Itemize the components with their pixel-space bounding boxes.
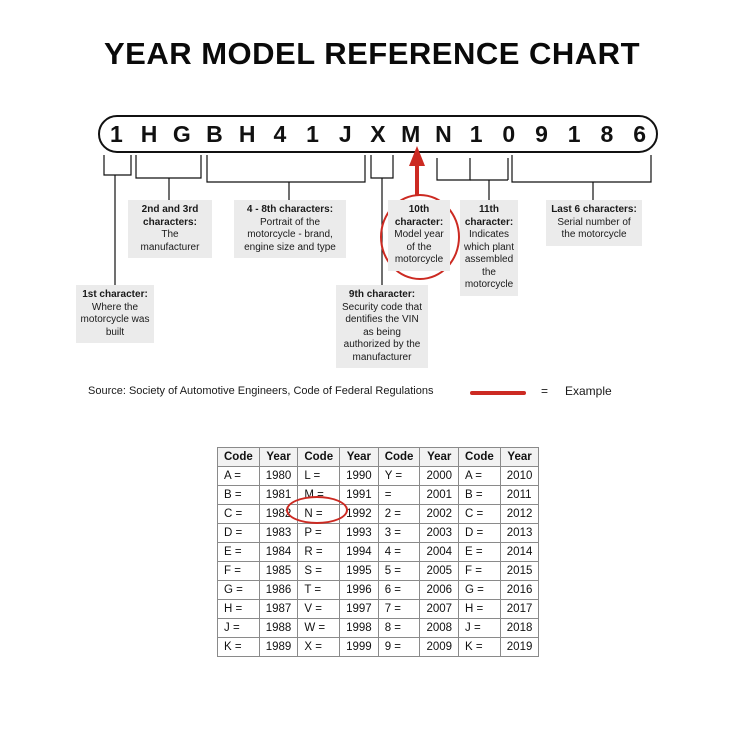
- table-cell-code: 9 =: [378, 638, 420, 657]
- callout-body: Serial number of the motorcycle: [557, 216, 631, 240]
- table-cell-year: 1991: [340, 486, 379, 505]
- table-cell-year: 1995: [340, 562, 379, 581]
- table-row: [218, 543, 539, 562]
- table-cell-code: G =: [218, 581, 260, 600]
- table-row: [218, 524, 539, 543]
- table-cell-code: X =: [298, 638, 340, 657]
- table-cell-year: 2000: [420, 467, 459, 486]
- table-cell-code: 6 =: [378, 581, 420, 600]
- table-cell-year: 1990: [340, 467, 379, 486]
- vin-char: B: [206, 120, 223, 147]
- callout-heading: 2nd and 3rd characters:: [141, 204, 199, 228]
- table-cell-code: Y =: [378, 467, 420, 486]
- table-cell-code: 8 =: [378, 619, 420, 638]
- table-cell-year: 2019: [500, 638, 539, 657]
- callout-2nd-3rd-characters: [128, 200, 212, 258]
- table-cell-code: =: [378, 486, 420, 505]
- vin-char: 6: [633, 120, 646, 147]
- callout-10th-character: [388, 200, 450, 271]
- table-cell-year: 2014: [500, 543, 539, 562]
- table-header-cell: Code: [459, 448, 501, 467]
- table-cell-year: 2010: [500, 467, 539, 486]
- callout-heading: 11th character:: [464, 204, 514, 228]
- table-cell-year: 2013: [500, 524, 539, 543]
- table-cell-code: 2 =: [378, 505, 420, 524]
- table-cell-year: 1997: [340, 600, 379, 619]
- table-cell-code: S =: [298, 562, 340, 581]
- table-header-cell: Code: [378, 448, 420, 467]
- table-cell-year: 2011: [500, 486, 539, 505]
- table-row: [218, 467, 539, 486]
- table-cell-code: B =: [459, 486, 501, 505]
- vin-char: M: [401, 120, 421, 147]
- table-cell-year: 2008: [420, 619, 459, 638]
- page-title: YEAR MODEL REFERENCE CHART: [103, 36, 641, 71]
- table-cell-year: 1993: [340, 524, 379, 543]
- table-cell-code: E =: [459, 543, 501, 562]
- callout-9th-character: [336, 285, 428, 368]
- table-cell-code: D =: [459, 524, 501, 543]
- table-cell-code: A =: [218, 467, 260, 486]
- table-row: [218, 638, 539, 657]
- table-cell-code: G =: [459, 581, 501, 600]
- table-cell-year: 2004: [420, 543, 459, 562]
- table-cell-code: B =: [218, 486, 260, 505]
- table-cell-year: 2017: [500, 600, 539, 619]
- legend-red-line-swatch: [470, 391, 526, 395]
- table-header-cell: Year: [420, 448, 459, 467]
- year-code-table: [217, 447, 539, 657]
- vin-char: H: [140, 120, 158, 147]
- table-cell-code: H =: [218, 600, 260, 619]
- table-cell-code: D =: [218, 524, 260, 543]
- table-cell-code: F =: [218, 562, 260, 581]
- table-cell-code: C =: [218, 505, 260, 524]
- table-cell-code: R =: [298, 543, 340, 562]
- vin-char: J: [338, 120, 352, 147]
- callout-last-6-characters: [546, 200, 642, 246]
- table-header-row: [218, 448, 539, 467]
- table-cell-year: 1996: [340, 581, 379, 600]
- table-cell-year: 1984: [259, 543, 298, 562]
- table-cell-year: 1999: [340, 638, 379, 657]
- table-cell-year: 1982: [259, 505, 298, 524]
- table-cell-year: 2012: [500, 505, 539, 524]
- callout-1st-character: [76, 285, 154, 343]
- table-cell-year: 2018: [500, 619, 539, 638]
- table-cell-code: 7 =: [378, 600, 420, 619]
- table-cell-code: 4 =: [378, 543, 420, 562]
- table-cell-code: P =: [298, 524, 340, 543]
- table-cell-year: 2001: [420, 486, 459, 505]
- table-body: [218, 467, 539, 657]
- callout-body: Security code that dentifies the VIN as being authorized by the manufacturer: [341, 301, 423, 363]
- table-row: [218, 486, 539, 505]
- table-cell-code: L =: [298, 467, 340, 486]
- vin-char: 1: [109, 120, 123, 147]
- vin-char: H: [238, 120, 256, 147]
- vin-character-bar: [98, 115, 658, 153]
- table-cell-code: C =: [459, 505, 501, 524]
- callout-11th-character: [460, 200, 518, 296]
- vin-char: 1: [469, 120, 483, 147]
- table-cell-year: 1988: [259, 619, 298, 638]
- table-cell-year: 2006: [420, 581, 459, 600]
- table-cell-code: T =: [298, 581, 340, 600]
- table-cell-code: K =: [459, 638, 501, 657]
- table-header-cell: Code: [298, 448, 340, 467]
- table-header-cell: Year: [259, 448, 298, 467]
- table-cell-code: A =: [459, 467, 501, 486]
- table-cell-year: 2007: [420, 600, 459, 619]
- callout-heading: 4 - 8th characters:: [246, 204, 334, 215]
- callout-body: Model year of the motorcycle: [394, 229, 444, 265]
- callout-heading: Last 6 characters:: [551, 204, 637, 215]
- callout-body: Portrait of the motorcycle - brand, engine size and type: [244, 216, 336, 253]
- table-cell-year: 2016: [500, 581, 539, 600]
- table-cell-year: 1994: [340, 543, 379, 562]
- callout-heading: 1st character:: [82, 289, 148, 300]
- highlight-ellipse-m-1991: [286, 496, 348, 524]
- vin-char: 1: [567, 120, 581, 147]
- table-row: [218, 619, 539, 638]
- callout-body: Indicates which plant assembled the motorcycle: [463, 229, 515, 290]
- table-row: [218, 581, 539, 600]
- vin-char: 0: [502, 120, 516, 147]
- table-cell-code: 3 =: [378, 524, 420, 543]
- callout-4th-8th-characters: [234, 200, 346, 258]
- table-cell-code: M =: [298, 486, 340, 505]
- legend-label: Example: [565, 384, 612, 398]
- table-cell-year: 1987: [259, 600, 298, 619]
- vin-char: 9: [535, 120, 548, 147]
- table-cell-year: 2003: [420, 524, 459, 543]
- table-header-cell: Code: [218, 448, 260, 467]
- table-cell-year: 1992: [340, 505, 379, 524]
- table-cell-code: J =: [459, 619, 501, 638]
- vin-char: 8: [600, 120, 614, 147]
- table-cell-code: 5 =: [378, 562, 420, 581]
- callout-body: The manufacturer: [140, 229, 200, 253]
- table-row: [218, 600, 539, 619]
- table-cell-code: V =: [298, 600, 340, 619]
- legend-equals-sign: =: [541, 384, 549, 398]
- table-row: [218, 562, 539, 581]
- table-cell-year: 1983: [259, 524, 298, 543]
- table-cell-year: 2002: [420, 505, 459, 524]
- table-cell-year: 2005: [420, 562, 459, 581]
- table-cell-code: K =: [218, 638, 260, 657]
- table-row: [218, 505, 539, 524]
- table-cell-code: H =: [459, 600, 501, 619]
- red-arrow-icon: [409, 146, 425, 196]
- table-cell-year: 1985: [259, 562, 298, 581]
- table-cell-year: 1980: [259, 467, 298, 486]
- table-cell-year: 1981: [259, 486, 298, 505]
- table-cell-code: W =: [298, 619, 340, 638]
- vin-char: 4: [273, 120, 287, 147]
- vin-char: N: [435, 120, 452, 147]
- table-header-cell: Year: [340, 448, 379, 467]
- source-note: Source: Society of Automotive Engineers, Code of Federal Regulations: [88, 385, 434, 397]
- vin-char: 1: [306, 120, 319, 147]
- table-cell-year: 2015: [500, 562, 539, 581]
- callout-body: Where the motorcycle was built: [80, 301, 150, 338]
- table-cell-code: E =: [218, 543, 260, 562]
- table-cell-year: 1989: [259, 638, 298, 657]
- table-cell-code: J =: [218, 619, 260, 638]
- table-cell-year: 1986: [259, 581, 298, 600]
- table-cell-code: N =: [298, 505, 340, 524]
- table-cell-year: 2009: [420, 638, 459, 657]
- vin-char: G: [172, 120, 191, 147]
- callout-heading: 10th character:: [394, 204, 444, 228]
- table-cell-code: F =: [459, 562, 501, 581]
- callout-heading: 9th character:: [348, 289, 416, 300]
- table-header-cell: Year: [500, 448, 539, 467]
- table-cell-year: 1998: [340, 619, 379, 638]
- vin-char: X: [370, 120, 386, 147]
